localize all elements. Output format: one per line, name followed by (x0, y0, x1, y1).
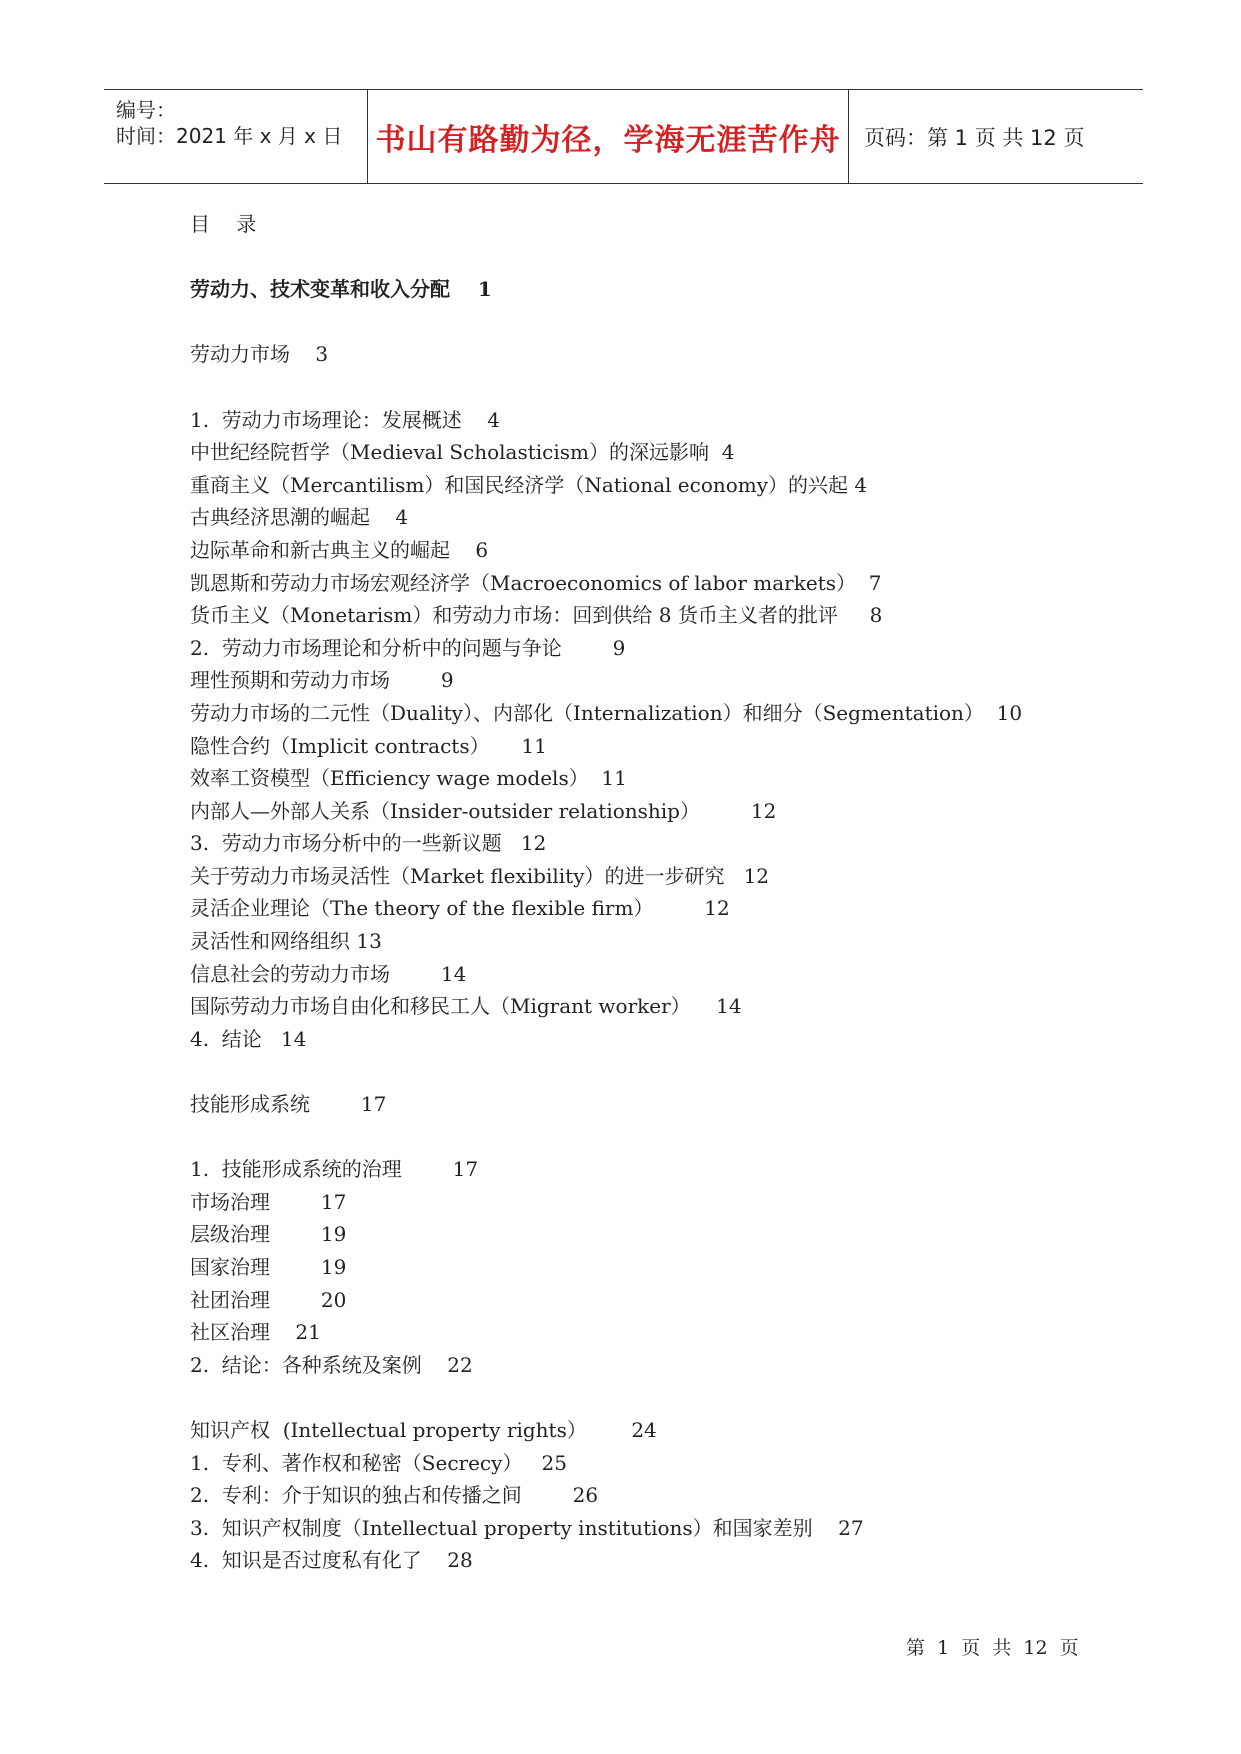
document-number-label: 编号： (116, 98, 176, 122)
toc-spacer (190, 241, 1090, 274)
header-motto-cell (368, 90, 849, 183)
toc-entry: 国际劳动力市场自由化和移民工人（Migrant worker） 14 (190, 994, 742, 1019)
document-header (104, 89, 1143, 184)
toc-title: 目 录 (190, 212, 257, 236)
toc-entry: 3. 劳动力市场分析中的一些新议题 12 (190, 831, 547, 856)
toc-entry: 灵活企业理论（The theory of the flexible firm） 12 (190, 896, 730, 921)
header-motto: 书山有路勤为径，学海无涯苦作舟 (375, 122, 841, 158)
toc-entry: 技能形成系统 17 (190, 1092, 387, 1117)
toc-entry: 2. 专利：介于知识的独占和传播之间 26 (190, 1483, 599, 1508)
toc-entry: 货币主义（Monetarism）和劳动力市场：回到供给 8 货币主义者的批评 8 (190, 603, 883, 628)
toc-entry: 凯恩斯和劳动力市场宏观经济学（Macroeconomics of labor markets） 7 (190, 570, 882, 595)
toc-entry: 社团治理 20 (190, 1287, 347, 1312)
toc-entry: 重商主义（Mercantilism）和国民经济学（National economy）的兴起 4 (190, 472, 868, 497)
toc-spacer (190, 371, 1090, 404)
toc-entry: 劳动力市场的二元性（Duality）、内部化（Internalization）和细分（Segmentation） 10 (190, 700, 1023, 725)
toc-entry: 效率工资模型（Efficiency wage models） 11 (190, 766, 627, 791)
toc-entry: 灵活性和网络组织 13 (190, 929, 382, 954)
toc-entry: 4. 结论 14 (190, 1026, 307, 1051)
header-page-code: 页码：第 1 页 共 12 页 (864, 125, 1085, 150)
toc-entry: 1. 劳动力市场理论：发展概述 4 (190, 407, 500, 432)
table-of-contents (190, 208, 1090, 1577)
document-time: 时间：2021 年 x 月 x 日 (116, 124, 343, 148)
toc-entry: 内部人—外部人关系（Insider-outsider relationship） 12 (190, 798, 777, 823)
toc-entry: 3. 知识产权制度（Intellectual property institutions）和国家差别 27 (190, 1515, 864, 1540)
header-meta-cell (104, 90, 368, 183)
toc-entry: 知识产权 (Intellectual property rights） 24 (190, 1417, 657, 1442)
toc-entry: 边际革命和新古典主义的崛起 6 (190, 537, 489, 562)
toc-entry: 中世纪经院哲学（Medieval Scholasticism）的深远影响 4 (190, 440, 735, 465)
toc-entry: 社区治理 21 (190, 1320, 321, 1345)
toc-entry: 理性预期和劳动力市场 9 (190, 668, 454, 693)
toc-entry: 2. 结论：各种系统及案例 22 (190, 1352, 473, 1377)
page-footer: 第 1 页 共 12 页 (906, 1637, 1079, 1659)
toc-entry: 1. 技能形成系统的治理 17 (190, 1157, 479, 1182)
toc-entry: 1. 专利、著作权和秘密（Secrecy） 25 (190, 1450, 567, 1475)
toc-entry: 层级治理 19 (190, 1222, 347, 1247)
header-page-cell (850, 90, 1143, 183)
toc-entry: 国家治理 19 (190, 1255, 347, 1279)
toc-entry: 4. 知识是否过度私有化了 28 (190, 1548, 473, 1573)
toc-spacer (190, 1381, 1090, 1414)
toc-entry: 关于劳动力市场灵活性（Market flexibility）的进一步研究 12 (190, 863, 770, 888)
toc-entry: 信息社会的劳动力市场 14 (190, 961, 467, 986)
toc-entry: 劳动力、技术变革和收入分配 1 (190, 277, 492, 302)
toc-spacer (190, 1055, 1090, 1088)
toc-entry: 隐性合约（Implicit contracts） 11 (190, 733, 547, 758)
toc-entry: 市场治理 17 (190, 1189, 347, 1214)
toc-entry: 劳动力市场 3 (190, 342, 329, 367)
toc-spacer (190, 1121, 1090, 1154)
toc-entry: 2. 劳动力市场理论和分析中的问题与争论 9 (190, 635, 626, 660)
toc-spacer (190, 306, 1090, 339)
toc-entry: 古典经济思潮的崛起 4 (190, 505, 409, 530)
